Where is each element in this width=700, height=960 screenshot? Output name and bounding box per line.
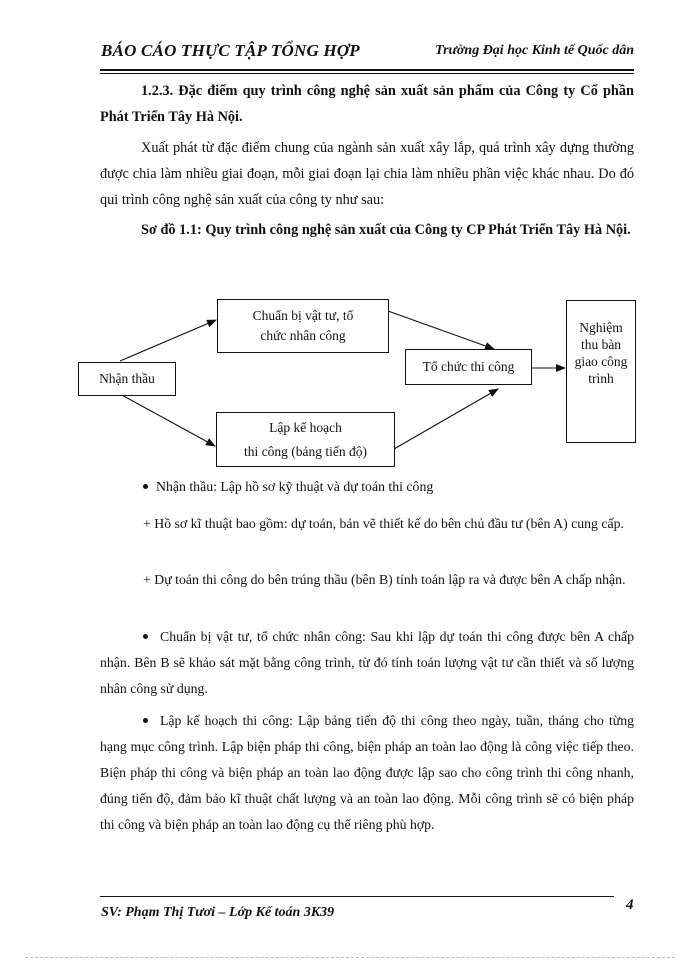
header-rule-thin xyxy=(100,73,634,74)
diagram-title: Sơ đồ 1.1: Quy trình công nghệ sản xuất của Công ty CP Phát Triển Tây Hà Nội. xyxy=(141,222,631,238)
bullet-dot-icon xyxy=(143,484,148,489)
arrow-lapkehoach-to-tochuc xyxy=(394,389,498,449)
footer-student: SV: Phạm Thị Tươi – Lớp Kế toán 3K39 xyxy=(101,905,335,920)
intro-paragraph: Xuất phát từ đặc điểm chung của ngành sản xuất xây lắp, quá trình xây dựng thường được chia làm nhiều giai đoạn, mỗi giai đoạn lại chia làm nhiều phần việc khác nhau. Do đó qui trình công nghệ sản xuất của công ty như sau: xyxy=(100,140,634,208)
header-title: BÁO CÁO THỰC TẬP TỔNG HỢP xyxy=(101,41,360,60)
footer-rule xyxy=(100,896,614,897)
header-rule-thick xyxy=(100,69,634,71)
detail-bullet-lap-ke-hoach xyxy=(100,708,634,838)
detail-bullet-chuan-bi xyxy=(100,624,634,702)
bullet-dot-icon xyxy=(143,634,148,639)
detail-du-toan-thi-cong: + Dự toán thi công do bên trúng thầu (bên B) tính toán lập ra và được bên A chấp nhận. xyxy=(143,572,626,587)
arrow-nhanthau-to-chuanbi xyxy=(120,320,216,361)
header-school: Trường Đại học Kinh tế Quốc dân xyxy=(435,43,634,58)
box-nghiem-thu-label: Nghiệm thu bàn giao công trình xyxy=(574,320,628,386)
arrow-chuanbi-to-tochuc xyxy=(388,311,494,349)
detail-bullet-chuan-bi-text: Chuẩn bị vật tư, tổ chức nhân công: Sau khi lập dự toán thi công được bên A chấp nhận. Bên B sẽ khảo sát mặt bằng công trình, từ đó tính toán lượng vật tư cần thiết và số lượng nhân công sử dụng. xyxy=(100,629,634,696)
box-nhan-thau: Nhận thầu xyxy=(78,362,176,396)
detail-bullet-lap-ke-hoach-text: Lập kế hoạch thi công: Lập bảng tiến độ thi công theo ngày, tuần, tháng cho từng hạng mục công trình. Lập biện pháp thi công, biện pháp an toàn lao động là công việc tiếp theo. Biện pháp thi công và biện pháp an toàn lao động được lập sao cho công trình thi công nhanh, đúng tiến độ, đảm bảo kĩ thuật chất lượng và an toàn lao động. Mỗi công trình sẽ có biện pháp thi công và biện pháp an toàn lao động cụ thể riêng phù hợp. xyxy=(100,713,634,832)
detail-bullet-nhan-thau-text: Nhận thầu: Lập hồ sơ kỹ thuật và dự toán thi công xyxy=(156,479,434,494)
box-lap-ke-hoach-line2: thi công (bảng tiến độ) xyxy=(244,443,367,459)
arrow-nhanthau-to-lapkehoach xyxy=(120,394,215,446)
detail-ho-so-ki-thuat: + Hồ sơ kĩ thuật bao gồm: dự toán, bản vẽ thiết kế do bên chủ đầu tư (bên A) cung cấp. xyxy=(143,516,625,531)
box-lap-ke-hoach xyxy=(216,412,395,467)
page-number: 4 xyxy=(626,897,634,913)
box-chuan-bi-vat-tu xyxy=(217,299,389,353)
box-lap-ke-hoach-line1: Lập kế hoạch xyxy=(269,419,342,435)
bullet-dot-icon xyxy=(143,718,148,723)
box-to-chuc-thi-cong: Tổ chức thi công xyxy=(405,349,532,385)
section-heading: 1.2.3. Đặc điểm quy trình công nghệ sản xuất sản phẩm của Công ty Cổ phần Phát Triển Tây Hà Nội. xyxy=(100,83,634,125)
page-bottom-divider xyxy=(25,957,675,958)
box-chuan-bi-label: Chuẩn bị vật tư, tổ chức nhân công xyxy=(252,308,354,343)
box-nghiem-thu xyxy=(566,300,636,443)
detail-bullet-nhan-thau xyxy=(143,474,433,500)
